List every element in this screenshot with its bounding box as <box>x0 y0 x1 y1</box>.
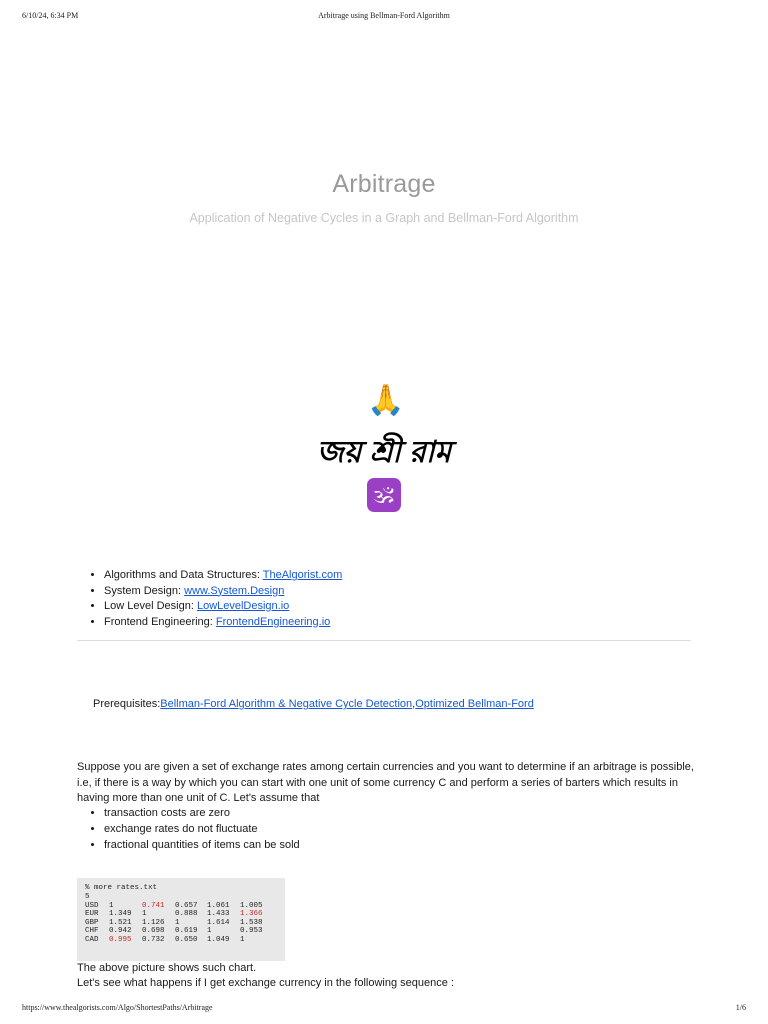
list-item: • exchange rates do not fluctuate <box>104 822 300 838</box>
rate-value: 0.657 <box>175 902 198 910</box>
rate-value: 1.614 <box>207 918 230 927</box>
rate-value: 1 <box>240 935 245 944</box>
prerequisites-label: Prerequisites: <box>93 698 161 710</box>
assumptions-list <box>77 806 300 853</box>
list-item <box>104 615 342 631</box>
rate-value: 1.366 <box>240 910 263 919</box>
print-datetime: 6/10/24, 6:34 PM <box>22 11 79 20</box>
rates-row <box>77 910 285 918</box>
currency-code: CAD <box>85 935 99 944</box>
resource-label: Algorithms and Data Structures: <box>104 569 263 581</box>
currency-code: USD <box>85 902 99 910</box>
print-doc-title: Arbitrage using Bellman-Ford Algorithm <box>318 11 450 20</box>
rate-value: 1.538 <box>240 918 263 927</box>
rate-value: 0.888 <box>175 910 198 919</box>
rate-value: 0.698 <box>142 927 165 936</box>
link-frontend-engineering[interactable]: FrontendEngineering.io <box>215 615 331 628</box>
rates-row <box>77 919 285 927</box>
link-low-level-design[interactable]: LowLevelDesign.io <box>196 600 290 612</box>
rate-value: 1.433 <box>207 910 230 919</box>
list-item: • transaction costs are zero <box>104 806 300 822</box>
list-item <box>104 599 342 615</box>
rate-value: 0.619 <box>175 927 198 936</box>
resource-label: System Design: <box>104 584 185 597</box>
om-symbol-icon: 🕉 <box>367 478 401 512</box>
after-chart-text-1: The above picture shows such chart. <box>77 962 257 974</box>
rate-value: 1.061 <box>207 902 230 910</box>
page-title: Arbitrage <box>332 170 436 198</box>
rate-value: 1.005 <box>240 902 263 910</box>
rates-row <box>77 927 285 935</box>
pray-emoji-block <box>0 384 768 418</box>
rates-row <box>77 902 285 910</box>
page-subtitle: Application of Negative Cycles in a Graph and Bellman-Ford Algorithm <box>189 211 579 225</box>
print-header <box>22 11 746 20</box>
rate-value: 0.732 <box>142 935 165 944</box>
rate-value: 0.942 <box>109 927 132 936</box>
rate-value: 1.049 <box>207 935 230 944</box>
prerequisites-line <box>93 698 534 710</box>
code-count: 5 <box>85 893 90 901</box>
rate-value: 1 <box>142 910 147 919</box>
section-divider <box>77 640 691 641</box>
rate-value: 0.741 <box>142 902 165 910</box>
rate-value: 1.521 <box>109 918 132 927</box>
rate-value: 1.349 <box>109 910 132 919</box>
blessing-text: জয় শ্রী রাম <box>316 436 452 469</box>
resource-label: Frontend Engineering: <box>104 615 216 628</box>
rate-value: 0.650 <box>175 935 198 944</box>
rate-value: 1 <box>109 902 114 910</box>
resource-links-list <box>77 568 342 630</box>
print-url: https://www.thealgorists.com/Algo/ShortestPaths/Arbitrage <box>22 1003 213 1012</box>
rate-value: 1 <box>207 927 212 936</box>
rate-value: 1 <box>175 918 180 927</box>
list-item: • fractional quantities of items can be sold <box>104 838 300 854</box>
om-emoji-block <box>0 478 768 512</box>
print-page-number: 1/6 <box>735 1003 746 1012</box>
link-bellman-ford-negative-cycle[interactable]: Bellman-Ford Algorithm & Negative Cycle Detection <box>160 698 413 710</box>
prerequisites-separator: , <box>412 698 416 710</box>
currency-code: EUR <box>85 910 99 919</box>
rates-row <box>77 936 285 944</box>
folded-hands-icon: 🙏 <box>367 384 405 417</box>
link-optimized-bellman-ford[interactable]: Optimized Bellman-Ford <box>415 698 534 710</box>
list-item <box>104 584 342 600</box>
print-footer <box>22 1003 746 1012</box>
currency-code: GBP <box>85 918 99 927</box>
rate-value: 1.126 <box>142 918 165 927</box>
list-item <box>104 568 342 584</box>
link-thealgorist[interactable]: TheAlgorist.com <box>262 569 343 581</box>
intro-paragraph: Suppose you are given a set of exchange rates among certain currencies and you want to determine if an arbitrage is possible, i.e, if there is a way by which you can start with one unit of some currency C and perform a series of barters which results in having more than one unit of C. Let's assume that <box>77 761 694 804</box>
link-system-design[interactable]: www.System.Design <box>184 584 285 597</box>
resource-label: Low Level Design: <box>104 600 197 612</box>
rate-value: 0.953 <box>240 927 263 936</box>
rate-value: 0.995 <box>109 935 132 944</box>
currency-code: CHF <box>85 927 99 936</box>
code-command: % more rates.txt <box>85 884 158 892</box>
after-chart-text-2: Let's see what happens if I get exchange currency in the following sequence : <box>77 977 454 989</box>
exchange-rates-code-image <box>77 878 285 961</box>
